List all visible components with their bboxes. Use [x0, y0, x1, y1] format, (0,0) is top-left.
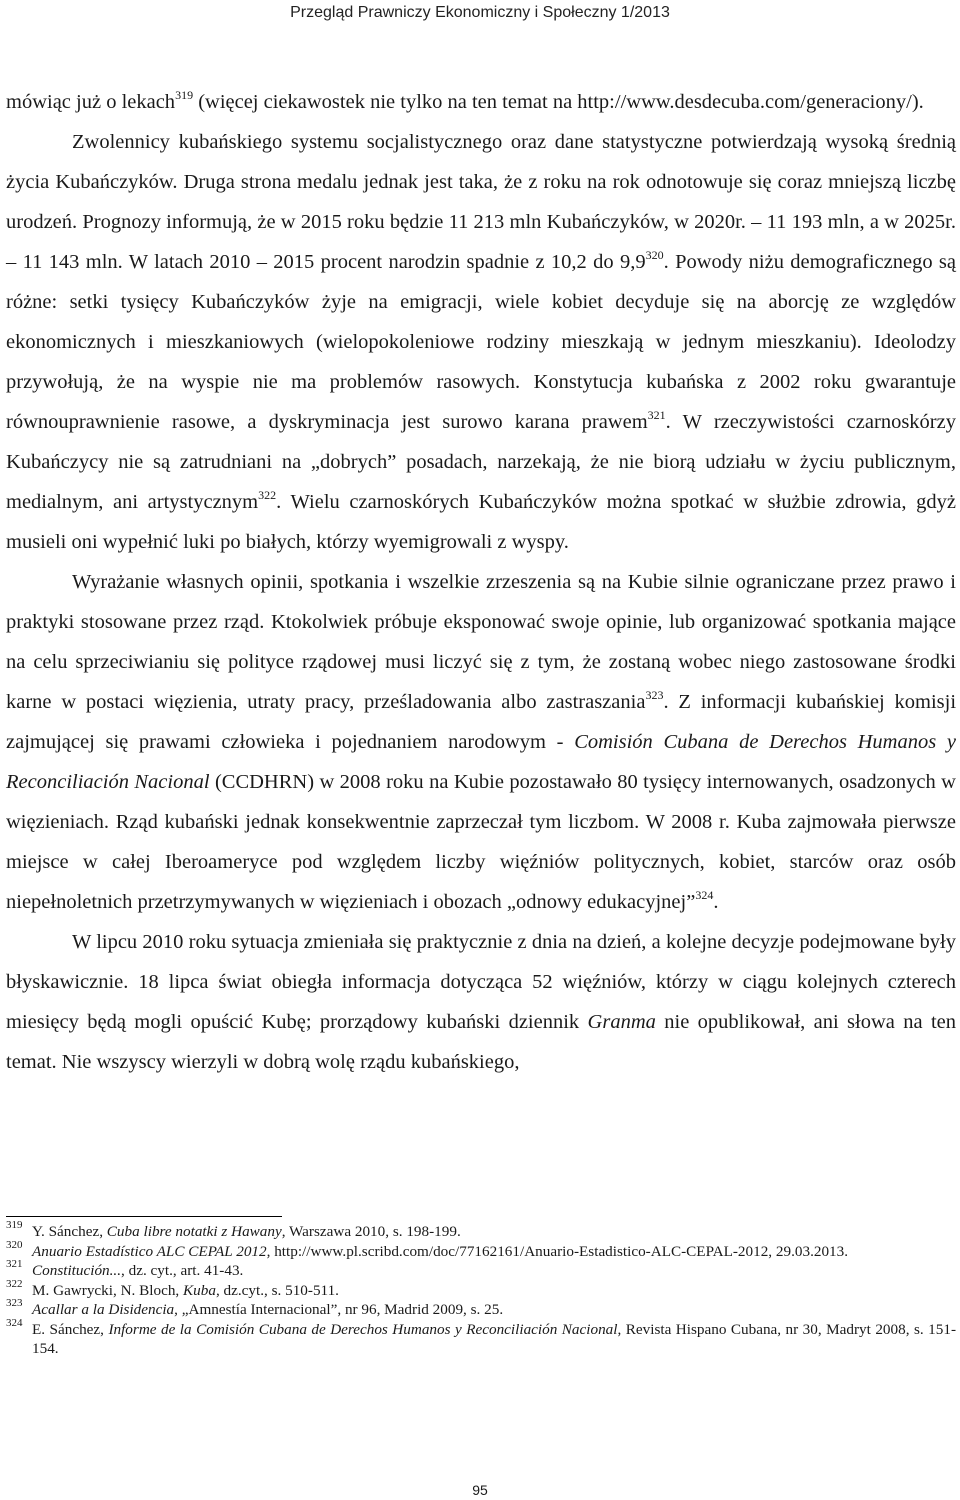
paragraph-2: Zwolennicy kubańskiego systemu socjalistycznego oraz dane statystyczne potwierdzają wysoką średnią życia Kubańczyków. Druga strona medalu jednak jest taka, że z roku na rok odnotowuje się coraz mniejszą liczbę urodzeń. Prognozy informują, że w 2015 roku będzie 11 213 mln Kubańczyków, w 2020r. – 11 193 mln, a w 2025r. – 11 143 mln. W latach 2010 – 2015 procent narodzin spadnie z 10,2 do $9,9^{320}$. Powody niżu demograficznego są różne: setki tysięcy Kubańczyków żyje na emigracji, wiele kobiet decyduje się na aborcję ze względów ekonomicznych i mieszkaniowych (wielopokoleniowe rodziny mieszkają w jednym mieszkaniu). Ideolodzy przywołują, że na wyspie nie ma problemów rasowych. Konstytucja kubańska z 2002 roku gwarantuje równouprawnienie rasowe, a dyskryminacja jest surowo karana prawem$^{321}$. W rzeczywistości czarnoskórzy Kubańczycy nie są zatrudniani na „dobrych” posadach, narzekają, że nie biorą udziału w życiu publicznym, medialnym, ani artystycznym$^{322}$. Wielu czarnoskórych Kubańczyków można spotkać w służbie zdrowia, gdyż musieli oni wypełnić luki po białych, którzy wyemigrowali z wyspy.	[6, 131, 956, 553]
footnotes	[6, 1219, 957, 1359]
footnote-324: 324 E. Sánchez, Informe de la Comisión Cubana de Derechos Humanos y Reconciliación Nacional, Revista Hispano Cubana, nr 30, Madryt 2008, s. 151-154.	[6, 1316, 957, 1357]
footnote-322: 322 M. Gawrycki, N. Bloch, Kuba, dz.cyt., s. 510-511.	[6, 1277, 339, 1299]
footnote-ref-319[interactable]: 319	[175, 88, 194, 102]
body-text	[6, 82, 956, 1082]
page-number: 95	[472, 1482, 488, 1498]
footnote-ref-321[interactable]: 321	[647, 408, 666, 422]
footnote-319: 319 Y. Sánchez, Cuba libre notatki z Hawany, Warszawa 2010, s. 198-199.	[6, 1219, 461, 1240]
footnote-320: 320 Anuario Estadístico ALC CEPAL 2012, http://www.pl.scribd.com/doc/77162161/Anuario-Estadistico-ALC-CEPAL-2012, 29.03.2013.	[6, 1238, 849, 1260]
footnote-separator	[6, 1216, 282, 1217]
paragraph-3: Wyrażanie własnych opinii, spotkania i wszelkie zrzeszenia są na Kubie silnie ograniczane przez prawo i praktyki stosowane przez rząd. Ktokolwiek próbuje eksponować swoje opinie, lub organizować spotkania mające na celu sprzeciwianiu się polityce rządowej musi liczyć się z tym, że zostaną wobec niego zastosowane środki karne w postaci więzienia, utraty pracy, prześladowania albo zastraszania$^{323}$. Z informacji kubańskiej komisji zajmującej się prawami człowieka i pojednaniem narodowym - Comisión Cubana de Derechos Humanos y Reconciliación Nacional (CCDHRN) w 2008 roku na Kubie pozostawało 80 tysięcy internowanych, osadzonych w więzieniach. Rząd kubański jednak konsekwentnie zaprzeczał tym liczbom. W 2008 r. Kuba zajmowała pierwsze miejsce w całej Iberoameryce pod względem liczby więźniów politycznych, kobiet, starców oraz osób niepełnoletnich przetrzymywanych w więzieniach i obozach „odnowy edukacyjnej”$^{324}$.	[6, 571, 957, 913]
footnote-ref-320[interactable]: 320	[645, 248, 664, 262]
footnote-321: 321 Constitución..., dz. cyt., art. 41-43.	[6, 1258, 244, 1279]
footnote-link[interactable]: , http://www.pl.scribd.com/doc/77162161/Anuario-Estadistico-ALC-CEPAL-2012, 29.03.2013.	[266, 1242, 849, 1260]
running-header: Przegląd Prawniczy Ekonomiczny i Społeczny 1/2013	[290, 4, 670, 21]
footnote-ref-322[interactable]: 322	[258, 488, 277, 502]
footnote-ref-323[interactable]: 323	[645, 688, 664, 702]
footnote-ref-324[interactable]: 324	[695, 888, 714, 902]
paragraph-1: mówiąc już o lekach$^{319}$ (więcej ciekawostek nie tylko na ten temat na http://www.desdecuba.com/generaciony/).	[6, 88, 924, 113]
footnote-323: 323 Acallar a la Disidencia, „Amnestía Internacional”, nr 96, Madrid 2009, s. 25.	[6, 1297, 504, 1318]
paragraph-4: W lipcu 2010 roku sytuacja zmieniała się praktycznie z dnia na dzień, a kolejne decyzje podejmowane były błyskawicznie. 18 lipca świat obiegła informacja dotycząca 52 więźniów, którzy w ciągu kolejnych czterech miesięcy będą mogli opuścić Kubę; prorządowy kubański dziennik Granma nie opublikował, ani słowa na ten temat. Nie wszyscy wierzyli w dobrą wolę rządu kubańskiego,	[6, 931, 956, 1073]
